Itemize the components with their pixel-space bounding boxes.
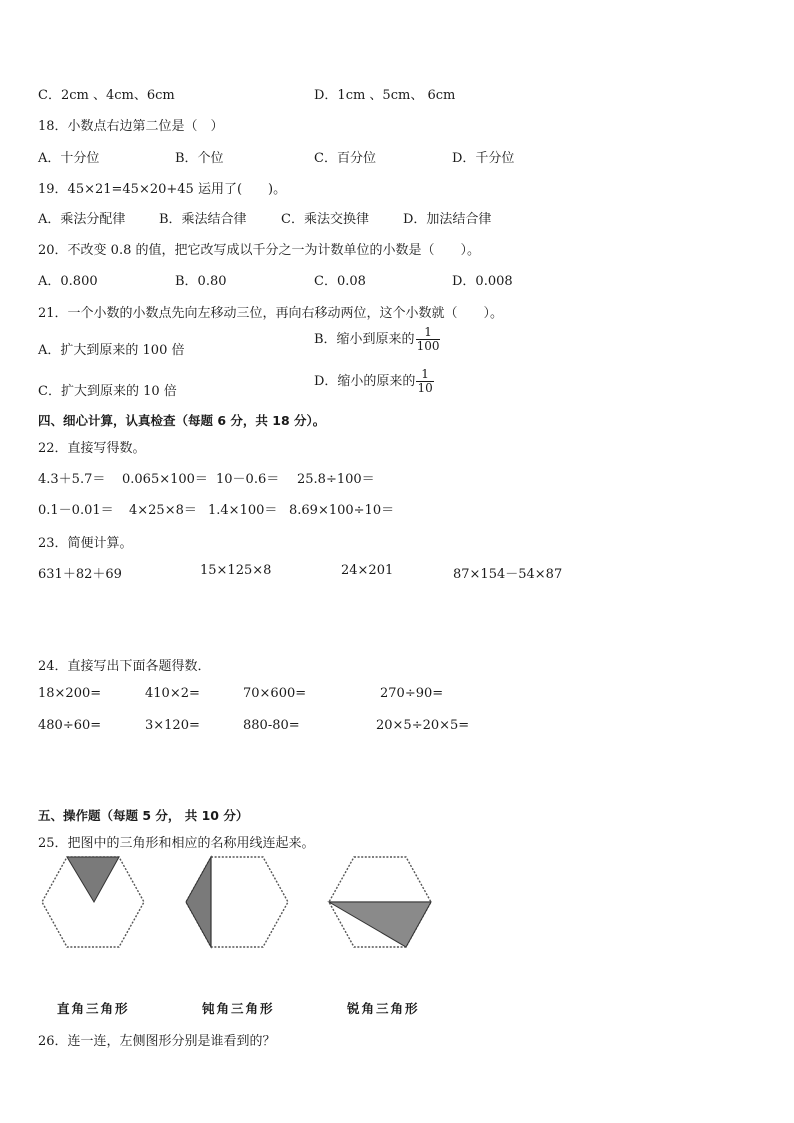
q24-item: 3×120= <box>145 718 200 733</box>
q18-option-a: A．十分位 <box>38 151 100 166</box>
q18-option-b: B．个位 <box>175 151 224 166</box>
q17-option-c: C．2cm 、4cm、6cm <box>38 88 175 103</box>
q22-stem: 22．直接写得数。 <box>38 441 146 456</box>
q20-option-b: B．0.80 <box>175 274 227 289</box>
shaded-triangle <box>67 857 119 902</box>
q22-item: 4.3＋5.7＝ <box>38 472 106 487</box>
q23-item: 24×201 <box>341 563 394 578</box>
q21-option-b-text: B．缩小到原来的 <box>314 332 415 347</box>
q23-item: 631＋82＋69 <box>38 567 122 582</box>
q21-stem: 21．一个小数的小数点先向左移动三位，再向右移动两位，这个小数就（ ）。 <box>38 306 504 321</box>
q19-option-d: D．加法结合律 <box>403 212 492 227</box>
fraction-one-tenth <box>416 368 433 395</box>
fraction-numerator: 1 <box>424 325 432 339</box>
label-right-triangle: 直角三角形 <box>57 1001 130 1016</box>
q24-item: 70×600= <box>243 686 307 701</box>
q21-option-d <box>314 368 434 395</box>
section-4-title: 四、细心计算，认真检查（每题 6 分，共 18 分）。 <box>38 413 326 428</box>
section-5-title: 五、操作题（每题 5 分， 共 10 分） <box>38 808 249 823</box>
hexagon-figure-1 <box>42 857 144 947</box>
q18-stem: 18．小数点右边第二位是（ ） <box>38 119 224 134</box>
fraction-one-hundredth <box>416 326 441 353</box>
q20-option-d: D．0.008 <box>452 274 513 289</box>
q21-option-d-text: D．缩小的原来的 <box>314 374 416 389</box>
q21-option-c: C．扩大到原来的 10 倍 <box>38 384 177 399</box>
q17-option-d: D．1cm 、5cm、 6cm <box>314 88 456 103</box>
label-obtuse-triangle: 钝角三角形 <box>202 1001 275 1016</box>
q21-option-a: A．扩大到原来的 100 倍 <box>38 343 185 358</box>
q22-item: 8.69×100÷10＝ <box>289 503 395 518</box>
q22-item: 0.1－0.01＝ <box>38 503 114 518</box>
q21-option-b <box>314 326 440 353</box>
q24-item: 880-80= <box>243 718 300 733</box>
shaded-triangle <box>186 857 211 947</box>
q22-item: 4×25×8＝ <box>129 503 197 518</box>
q18-option-c: C．百分位 <box>314 151 376 166</box>
label-acute-triangle: 锐角三角形 <box>347 1001 420 1016</box>
q24-stem: 24．直接写出下面各题得数． <box>38 659 211 674</box>
q24-item: 20×5÷20×5= <box>376 718 470 733</box>
q23-item: 87×154－54×87 <box>453 567 563 582</box>
shaded-triangle <box>329 902 431 947</box>
q23-item: 15×125×8 <box>200 563 272 578</box>
q22-item: 0.065×100＝ <box>122 472 208 487</box>
q22-item: 10－0.6＝ <box>216 472 280 487</box>
q24-item: 18×200= <box>38 686 102 701</box>
fraction-denominator: 100 <box>416 339 440 353</box>
fraction-numerator: 1 <box>421 367 429 381</box>
q19-option-b: B．乘法结合律 <box>159 212 247 227</box>
q20-option-c: C．0.08 <box>314 274 366 289</box>
hexagon-figure-3 <box>329 857 431 947</box>
q22-item: 25.8÷100＝ <box>297 472 375 487</box>
q26-stem: 26．连一连，左侧图形分别是谁看到的？ <box>38 1034 276 1049</box>
q24-item: 270÷90= <box>380 686 444 701</box>
q19-option-a: A．乘法分配律 <box>38 212 126 227</box>
q25-stem: 25．把图中的三角形和相应的名称用线连起来。 <box>38 836 315 851</box>
q20-stem: 20．不改变 0.8 的值，把它改写成以千分之一为计数单位的小数是（ ）。 <box>38 243 480 258</box>
hexagon-figure-2 <box>186 857 288 947</box>
fraction-denominator: 10 <box>417 381 433 395</box>
q19-option-c: C．乘法交换律 <box>281 212 369 227</box>
q24-item: 480÷60= <box>38 718 102 733</box>
q20-option-a: A．0.800 <box>38 274 98 289</box>
q19-stem: 19．45×21=45×20+45 运用了( )。 <box>38 182 287 197</box>
q23-stem: 23．简便计算。 <box>38 536 133 551</box>
hexagon-figures <box>30 850 450 960</box>
q22-item: 1.4×100＝ <box>208 503 278 518</box>
q24-item: 410×2= <box>145 686 200 701</box>
q18-option-d: D．千分位 <box>452 151 515 166</box>
